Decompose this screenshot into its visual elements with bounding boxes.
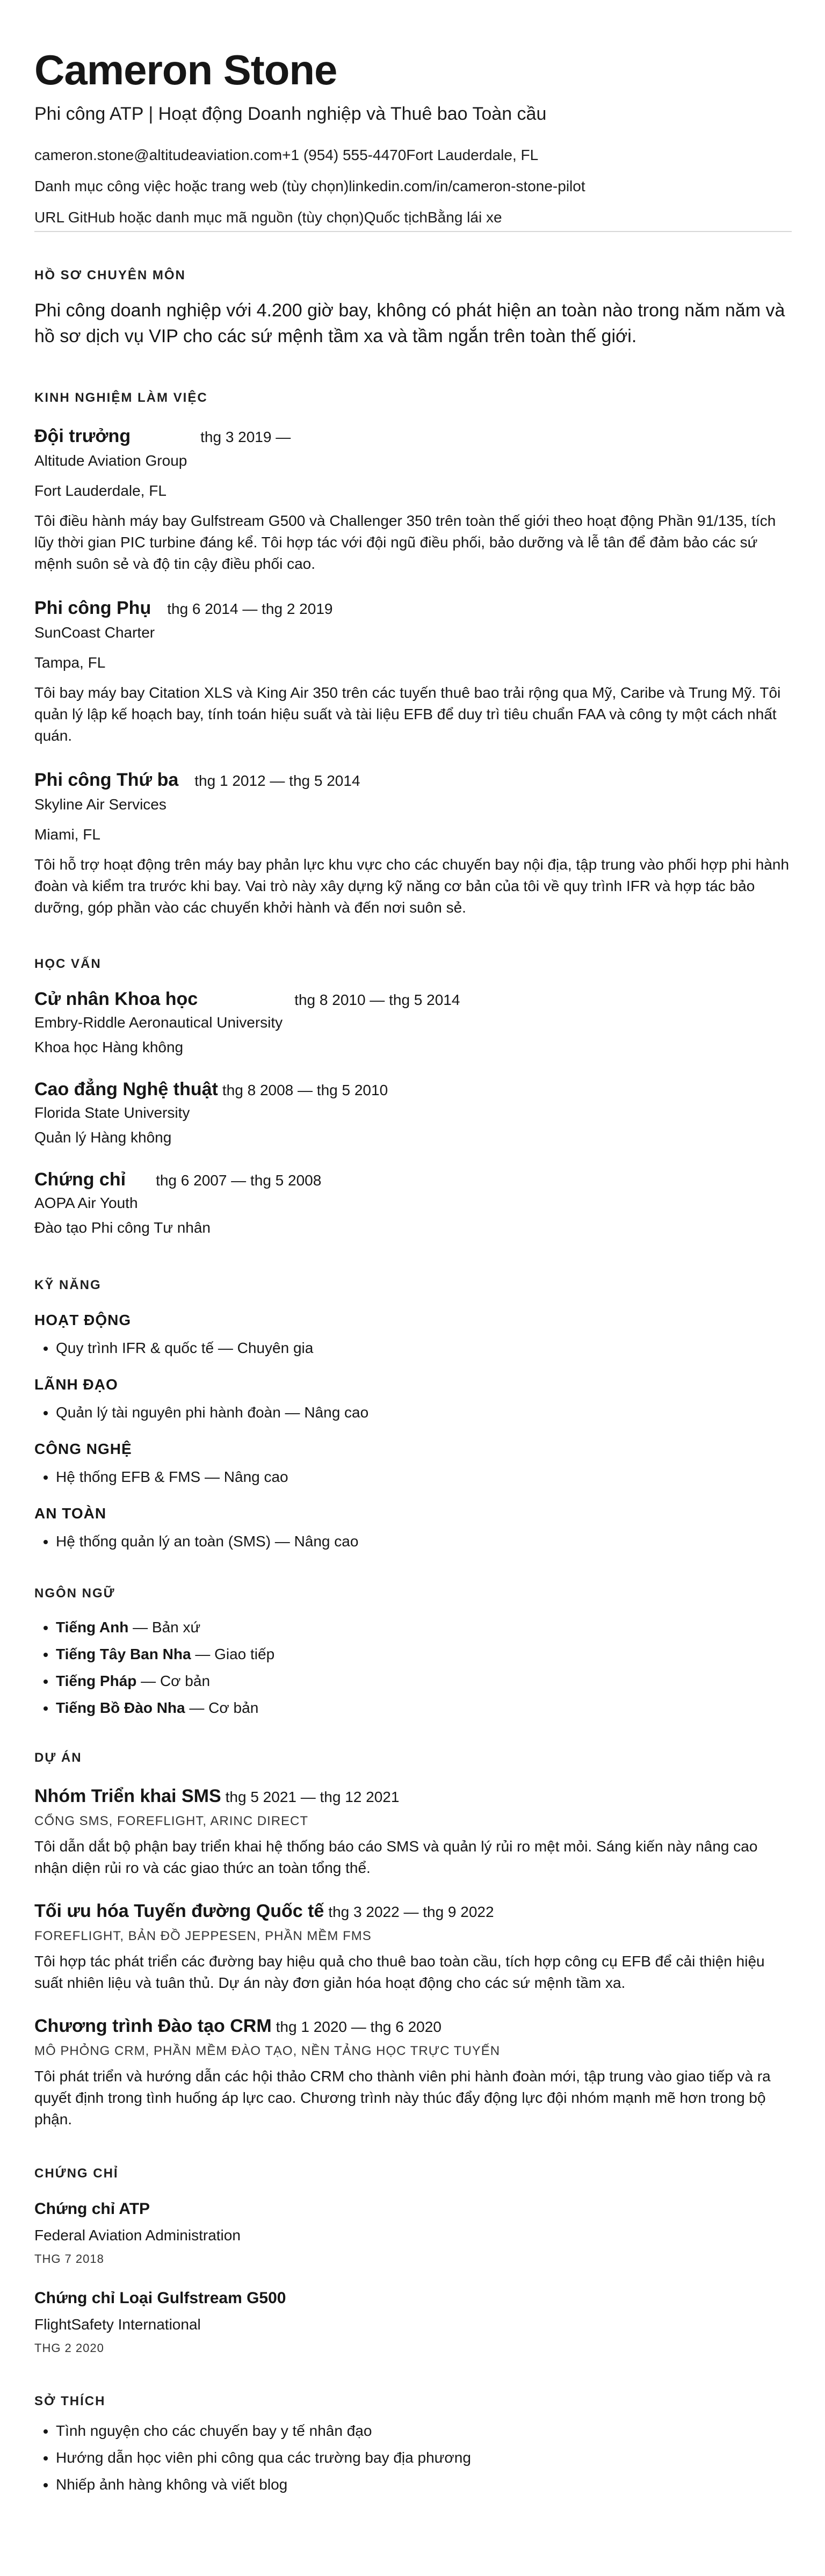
interest-item: • Tình nguyện cho các chuyến bay y tế nhân đạo xyxy=(56,2421,792,2441)
certification-date: THG 2 2020 xyxy=(34,2341,104,2355)
project-description: Tôi dẫn dắt bộ phận bay triển khai hệ thống báo cáo SMS và quản lý rủi ro mệt mỏi. Sáng kiến này nâng cao nhận diện rủi ro và các giao thức an toàn tổng thể. xyxy=(34,1838,758,1876)
field-of-study: Đào tạo Phi công Tư nhân xyxy=(34,1219,211,1236)
section-title-skills: KỸ NĂNG xyxy=(34,1278,102,1292)
project-entry xyxy=(34,1784,792,1879)
skill-list xyxy=(34,1403,792,1422)
degree-title: Cao đẳng Nghệ thuật xyxy=(34,1079,218,1099)
project-title: Tối ưu hóa Tuyến đường Quốc tế xyxy=(34,1901,324,1921)
section-title-interests: SỞ THÍCH xyxy=(34,2394,106,2408)
project-date: thg 3 2022 — thg 9 2022 xyxy=(328,1904,494,1920)
language-item xyxy=(56,1671,792,1691)
section-title-experience: KINH NGHIỆM LÀM VIỆC xyxy=(34,390,208,405)
school-name: Florida State University xyxy=(34,1104,190,1121)
job-title: Phi công Phụ xyxy=(34,598,151,618)
language-name: Tiếng Bồ Đào Nha xyxy=(56,1699,185,1716)
certifications-section xyxy=(34,2166,792,2356)
education-entry xyxy=(34,1168,792,1238)
project-title: Nhóm Triển khai SMS xyxy=(34,1786,221,1806)
job-description: Tôi bay máy bay Citation XLS và King Air 350 trên các tuyến thuê bao trải rộng qua Mỹ, Caribe và Trung Mỹ. Tôi quản lý lập kế hoạch bay, tính toán hiệu suất và tài liệu EFB để duy trì tiêu chuẩn FAA và công ty một cách nhất quán. xyxy=(34,684,781,744)
language-item xyxy=(56,1618,792,1637)
resume-header xyxy=(34,45,792,232)
job-location: Fort Lauderdale, FL xyxy=(34,482,167,499)
language-level: — Bản xứ xyxy=(128,1619,201,1636)
language-item xyxy=(56,1645,792,1664)
candidate-name: Cameron Stone xyxy=(34,46,337,93)
school-name: Embry-Riddle Aeronautical University xyxy=(34,1014,283,1031)
skill-item: • Quy trình IFR & quốc tế — Chuyên gia xyxy=(56,1338,792,1358)
job-location: Tampa, FL xyxy=(34,654,106,671)
job-date: thg 1 2012 — thg 5 2014 xyxy=(194,772,360,789)
section-title-certifications: CHỨNG CHỈ xyxy=(34,2166,119,2181)
job-location: Miami, FL xyxy=(34,826,100,843)
interests-section xyxy=(34,2393,792,2494)
job-entry xyxy=(34,768,792,918)
header-divider xyxy=(34,231,792,232)
job-title: Đội trưởng xyxy=(34,426,131,446)
section-title-summary: HỒ SƠ CHUYÊN MÔN xyxy=(34,268,186,283)
language-name: Tiếng Tây Ban Nha xyxy=(56,1646,191,1662)
skill-item: • Hệ thống quản lý an toàn (SMS) — Nâng cao xyxy=(56,1532,792,1551)
job-company: Altitude Aviation Group xyxy=(34,452,187,469)
certification-name: Chứng chỉ ATP xyxy=(34,2200,150,2218)
job-entry xyxy=(34,424,792,575)
languages-section xyxy=(34,1586,792,1718)
job-entry xyxy=(34,596,792,747)
contact-line-2: Danh mục công việc hoặc trang web (tùy chọn)linkedin.com/in/cameron-stone-pilot xyxy=(34,178,585,194)
language-level: — Cơ bản xyxy=(136,1673,211,1689)
skill-list xyxy=(34,1532,792,1551)
summary-section xyxy=(34,267,792,349)
section-title-education: HỌC VẤN xyxy=(34,957,102,971)
language-name: Tiếng Pháp xyxy=(56,1673,137,1689)
interest-list xyxy=(34,2421,792,2494)
project-description: Tôi hợp tác phát triển các đường bay hiệu quả cho thuê bao toàn cầu, tích hợp công cụ EFB để cải thiện hiệu suất nhiên liệu và tuân thủ. Dự án này đơn giản hóa hoạt động cho các sứ mệnh tầm xa. xyxy=(34,1953,765,1991)
summary-text: Phi công doanh nghiệp với 4.200 giờ bay, không có phát hiện an toàn nào trong năm năm và hồ sơ dịch vụ VIP cho các sứ mệnh tầm xa và tầm ngắn trên toàn thế giới. xyxy=(34,300,785,346)
skill-list xyxy=(34,1338,792,1358)
section-title-languages: NGÔN NGỮ xyxy=(34,1586,115,1601)
certification-issuer: Federal Aviation Administration xyxy=(34,2227,241,2244)
project-title: Chương trình Đào tạo CRM xyxy=(34,2016,272,2036)
skill-category: HOẠT ĐỘNG xyxy=(34,1312,132,1328)
job-date: thg 3 2019 — xyxy=(200,429,291,445)
skill-list xyxy=(34,1467,792,1487)
project-entry xyxy=(34,1899,792,1994)
project-tags: MÔ PHỎNG CRM, PHẦN MỀM ĐÀO TẠO, NỀN TẢNG HỌC TRỰC TUYẾN xyxy=(34,2044,501,2058)
job-title: Phi công Thứ ba xyxy=(34,770,179,790)
language-level: — Giao tiếp xyxy=(191,1646,275,1662)
education-date: thg 6 2007 — thg 5 2008 xyxy=(156,1172,322,1189)
education-date: thg 8 2008 — thg 5 2010 xyxy=(222,1082,388,1098)
job-description: Tôi điều hành máy bay Gulfstream G500 và Challenger 350 trên toàn thế giới theo hoạt động Phần 91/135, tích lũy thời gian PIC turbine đáng kể. Tôi hợp tác với đội ngũ điều phối, bảo dưỡng và lễ tân để đảm bảo các sứ mệnh suôn sẻ và độ tin cậy điều phối cao. xyxy=(34,512,776,572)
interest-item: • Hướng dẫn học viên phi công qua các trường bay địa phương xyxy=(56,2448,792,2468)
school-name: AOPA Air Youth xyxy=(34,1195,138,1211)
education-entry xyxy=(34,1077,792,1147)
field-of-study: Khoa học Hàng không xyxy=(34,1039,184,1055)
degree-title: Cử nhân Khoa học xyxy=(34,989,198,1009)
language-level: — Cơ bản xyxy=(185,1699,259,1716)
contact-line-1: cameron.stone@altitudeaviation.com+1 (954) 555-4470Fort Lauderdale, FL xyxy=(34,147,539,163)
certification-issuer: FlightSafety International xyxy=(34,2316,201,2333)
certification-name: Chứng chỉ Loại Gulfstream G500 xyxy=(34,2289,286,2307)
skill-category: LÃNH ĐẠO xyxy=(34,1376,118,1393)
skill-item: • Hệ thống EFB & FMS — Nâng cao xyxy=(56,1467,792,1487)
project-tags: CỔNG SMS, FOREFLIGHT, ARINC DIRECT xyxy=(34,1814,309,1828)
headline: Phi công ATP | Hoạt động Doanh nghiệp và Thuê bao Toàn cầu xyxy=(34,104,547,124)
degree-title: Chứng chỉ xyxy=(34,1169,126,1190)
education-date: thg 8 2010 — thg 5 2014 xyxy=(294,992,460,1008)
job-company: SunCoast Charter xyxy=(34,624,155,641)
language-name: Tiếng Anh xyxy=(56,1619,129,1636)
project-description: Tôi phát triển và hướng dẫn các hội thảo CRM cho thành viên phi hành đoàn mới, tập trung vào giao tiếp và ra quyết định trong tình huống áp lực cao. Chương trình này thúc đẩy động lực đội nhóm mạnh mẽ hơn trong bộ phận. xyxy=(34,2068,771,2128)
project-entry xyxy=(34,2014,792,2130)
skill-category: CÔNG NGHỆ xyxy=(34,1441,132,1457)
experience-section xyxy=(34,390,792,918)
projects-section xyxy=(34,1750,792,2130)
skill-item: • Quản lý tài nguyên phi hành đoàn — Nâng cao xyxy=(56,1403,792,1422)
section-title-projects: DỰ ÁN xyxy=(34,1750,82,1765)
field-of-study: Quản lý Hàng không xyxy=(34,1129,172,1146)
skills-section xyxy=(34,1277,792,1551)
skill-category: AN TOÀN xyxy=(34,1505,107,1522)
contact-line-3: URL GitHub hoặc danh mục mã nguồn (tùy chọn)Quốc tịchBằng lái xe xyxy=(34,209,502,226)
project-date: thg 5 2021 — thg 12 2021 xyxy=(225,1789,400,1805)
job-description: Tôi hỗ trợ hoạt động trên máy bay phản lực khu vực cho các chuyến bay nội địa, tập trung vào phối hợp phi hành đoàn và kiểm tra trước khi bay. Vai trò này xây dựng kỹ năng cơ bản của tôi về quy trình IFR và hợp tác bảo dưỡng, góp phần vào các chuyến khởi hành và đến nơi suôn sẻ. xyxy=(34,856,790,916)
language-item xyxy=(56,1698,792,1718)
certification-date: THG 7 2018 xyxy=(34,2252,104,2266)
project-tags: FOREFLIGHT, BẢN ĐỒ JEPPESEN, PHẦN MỀM FMS xyxy=(34,1929,372,1943)
interest-item: • Nhiếp ảnh hàng không và viết blog xyxy=(56,2475,792,2494)
education-section xyxy=(34,956,792,1238)
education-entry xyxy=(34,987,792,1057)
project-date: thg 1 2020 — thg 6 2020 xyxy=(276,2018,442,2035)
job-company: Skyline Air Services xyxy=(34,796,167,813)
job-date: thg 6 2014 — thg 2 2019 xyxy=(167,600,333,617)
language-list xyxy=(34,1618,792,1718)
